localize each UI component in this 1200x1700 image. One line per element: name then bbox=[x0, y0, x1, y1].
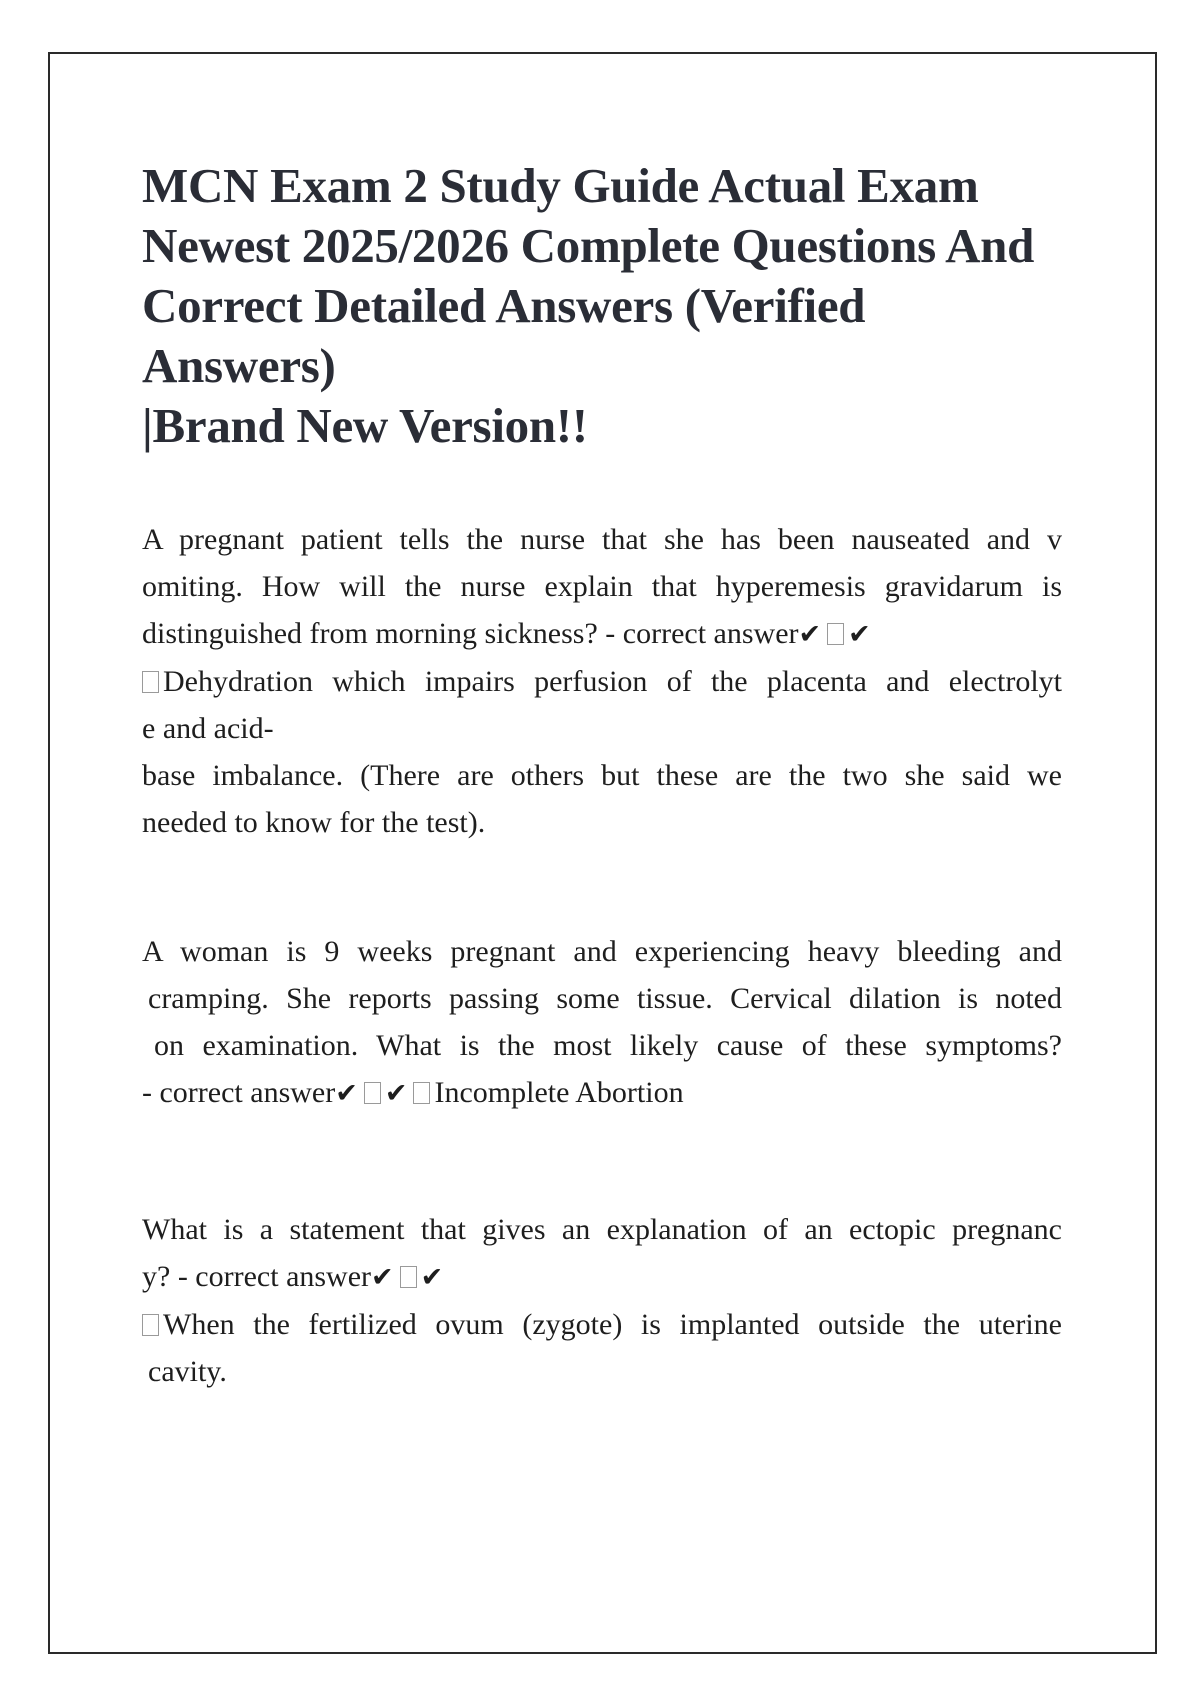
qa-block-1 bbox=[142, 516, 1062, 846]
correct-answer-label: y? - correct answer bbox=[142, 1260, 372, 1293]
answer-text: Incomplete Abortion bbox=[434, 1076, 684, 1109]
title-line: Newest 2025/2026 Complete Questions And bbox=[142, 218, 1035, 273]
correct-answer-label: distinguished from morning sickness? - correct answer bbox=[142, 617, 799, 650]
missing-glyph-icon bbox=[142, 671, 159, 693]
answer-text: Dehydration which impairs perfusion of the placenta and electrolyt bbox=[163, 665, 1062, 698]
answer-text: When the fertilized ovum (zygote) is implanted outside the uterine bbox=[163, 1308, 1062, 1341]
question-line: What is a statement that gives an explanation of an ectopic pregnanc bbox=[142, 1213, 1062, 1246]
question-line: cramping. She reports passing some tissue. Cervical dilation is noted bbox=[148, 982, 1062, 1015]
answer-line: cavity. bbox=[148, 1355, 227, 1388]
title-line: Correct Detailed Answers (Verified Answers) bbox=[142, 278, 866, 393]
question-line: A woman is 9 weeks pregnant and experiencing heavy bleeding and bbox=[142, 935, 1062, 968]
answer-line bbox=[142, 1301, 1062, 1348]
answer-line: needed to know for the test). bbox=[142, 806, 486, 839]
answer-line bbox=[142, 1069, 1062, 1117]
missing-glyph-icon bbox=[364, 1082, 381, 1104]
check-mark-icon: ✔ bbox=[335, 1078, 358, 1109]
answer-line bbox=[142, 658, 1062, 705]
question-line bbox=[142, 1253, 1062, 1301]
check-mark-icon: ✔ bbox=[371, 1262, 394, 1293]
check-mark-icon: ✔ bbox=[384, 1078, 408, 1109]
question-line: on examination. What is the most likely cause of these symptoms? bbox=[154, 1029, 1062, 1062]
title-line: |Brand New Version!! bbox=[142, 398, 588, 453]
qa-block-2 bbox=[142, 928, 1062, 1117]
check-mark-icon: ✔ bbox=[848, 619, 871, 650]
qa-block-3 bbox=[142, 1206, 1062, 1395]
missing-glyph-icon bbox=[827, 623, 844, 645]
question-line: omiting. How will the nurse explain that hyperemesis gravidarum is bbox=[142, 570, 1062, 603]
question-line bbox=[142, 610, 1062, 658]
answer-line: e and acid- bbox=[142, 712, 274, 745]
question-line: A pregnant patient tells the nurse that she has been nauseated and v bbox=[142, 523, 1062, 556]
missing-glyph-icon bbox=[400, 1266, 417, 1288]
missing-glyph-icon bbox=[413, 1082, 430, 1104]
document-title bbox=[142, 156, 1062, 456]
answer-line: base imbalance. (There are others but these are the two she said we bbox=[142, 759, 1062, 792]
title-line: MCN Exam 2 Study Guide Actual Exam bbox=[142, 158, 979, 213]
check-mark-icon: ✔ bbox=[798, 619, 822, 650]
correct-answer-label: - correct answer bbox=[142, 1076, 336, 1109]
check-mark-icon: ✔ bbox=[420, 1262, 444, 1293]
missing-glyph-icon bbox=[142, 1314, 159, 1336]
